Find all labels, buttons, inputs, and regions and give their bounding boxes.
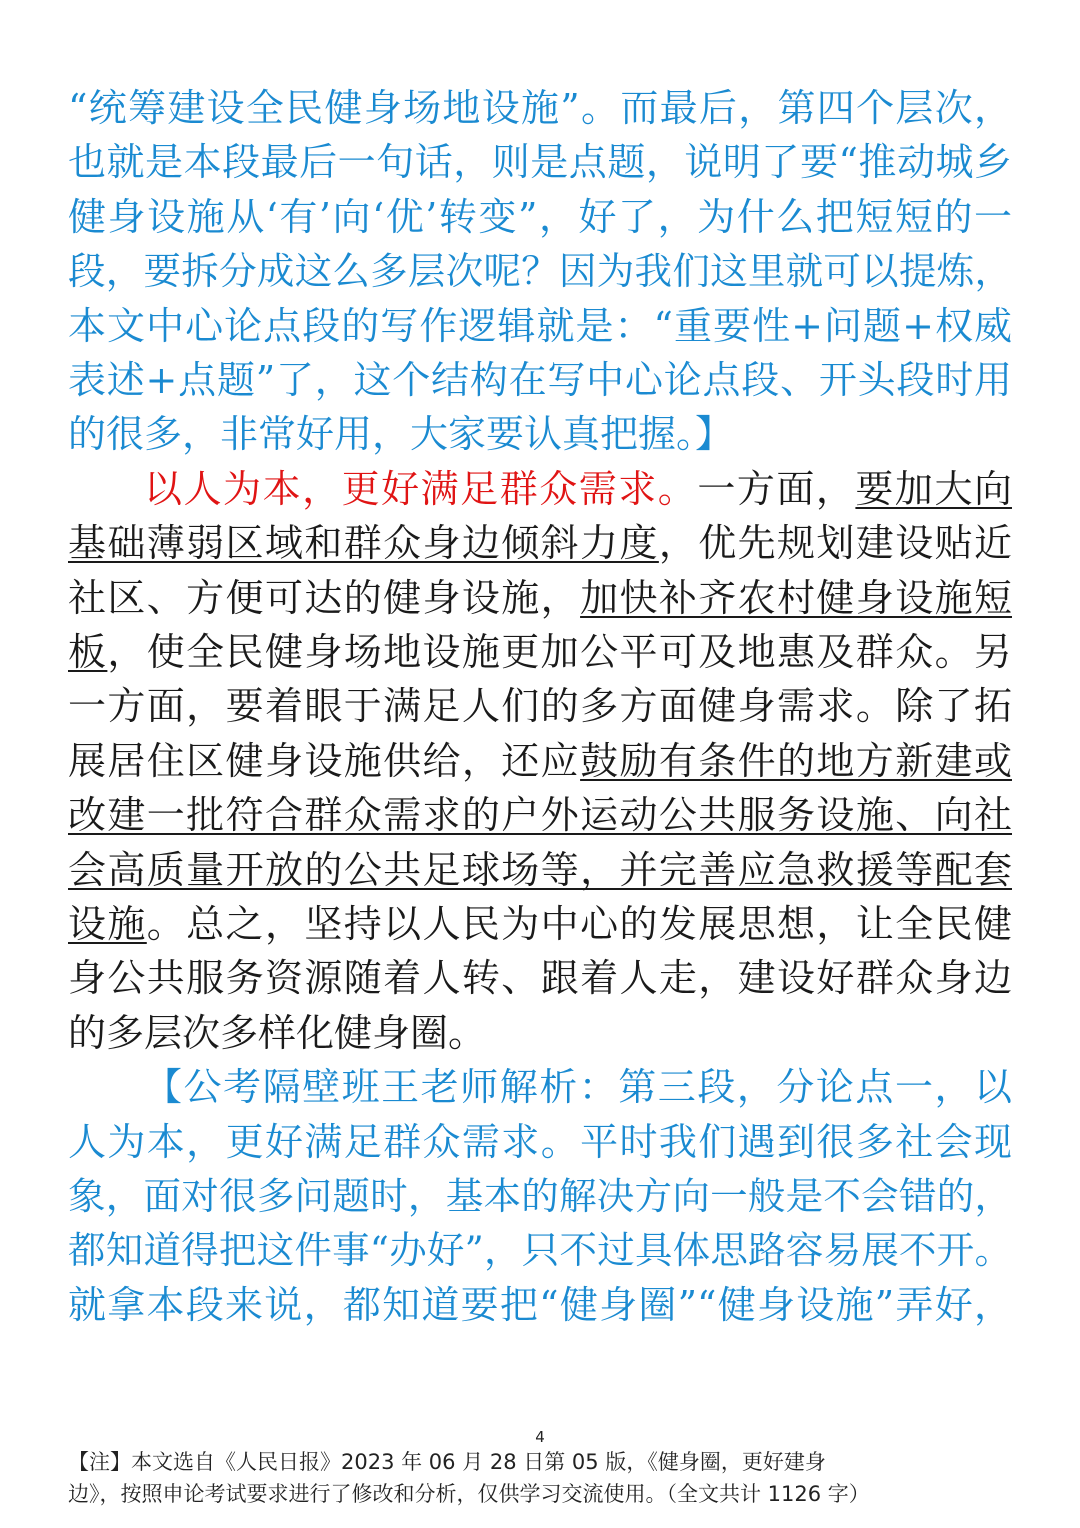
text-span: 也就是本段最后一句话，则是点题，说明了要“推动城乡 [68,140,1012,184]
text-span: 一方面，要着眼于满足人们的多方面健身需求。除了拓 [68,684,1012,728]
source-note-line-2: 边》，按照申论考试要求进行了修改和分析，仅供学习交流使用。（全文共计 1126 字） [68,1482,870,1506]
text-span: 一方面， [697,467,856,511]
text-span: ，使全民健身场地设施更加公平可及地惠及群众。另 [107,630,1012,674]
underlined-text: 设施 [68,902,147,946]
text-line [68,519,1012,567]
underlined-text: 鼓励有条件的地方新建或 [580,739,1012,783]
text-line [68,193,1012,241]
text-span: 。总之，坚持以人民为中心的发展思想，让全民健 [146,902,1012,946]
text-span: 【公考隔壁班王老师解析：第三段，分论点一，以 [144,1065,1012,1109]
text-line [68,1118,1012,1166]
text-span: 段，要拆分成这么多层次呢？因为我们这里就可以提炼， [68,249,1012,293]
text-line [68,84,1012,132]
text-line [68,138,1012,186]
text-line [68,1226,1012,1274]
text-line [68,1281,1012,1329]
text-line [68,356,1012,404]
underlined-text: 加快补齐农村健身设施短 [580,576,1012,620]
heading-text: 以人为本，更好满足群众需求。 [144,467,698,511]
text-line [68,900,1012,948]
text-line [68,682,1012,730]
text-span: 本文中心论点段的写作逻辑就是：“重要性+问题+权威 [68,304,1012,348]
text-span: 社区、方便可达的健身设施， [68,576,581,620]
text-line [68,846,1012,894]
text-line [68,247,1012,295]
underlined-text: 改建一批符合群众需求的户外运动公共服务设施、向社 [68,793,1012,837]
text-span: “统筹建设全民健身场地设施”。而最后，第四个层次， [68,86,1012,130]
source-note-line-1: 【注】本文选自《人民日报》2023 年 06 月 28 日第 05 版，《健身圈，更好建身 [68,1450,826,1474]
underlined-text: 会高质量开放的公共足球场等，并完善应急救援等配套 [68,848,1012,892]
underlined-text: 基础薄弱区域和群众身边倾斜力度 [68,521,659,565]
text-span: 表述+点题”了，这个结构在写中心论点段、开头段时用 [68,358,1012,402]
text-line [68,1063,1012,1111]
text-span: 的多层次多样化健身圈。 [68,1011,487,1055]
text-span: 象，面对很多问题时，基本的解决方向一般是不会错的， [68,1174,1012,1218]
text-line [68,465,1012,513]
text-span: 健身设施从‘有’向‘优’转变”，好了，为什么把短短的一 [68,195,1012,239]
underlined-text: 板 [68,630,108,674]
text-line [68,410,1012,458]
underlined-text: 要加大向 [855,467,1012,511]
text-line [68,791,1012,839]
text-line [68,628,1012,676]
text-line [68,1172,1012,1220]
text-line [68,574,1012,622]
text-line [68,737,1012,785]
text-span: ，优先规划建设贴近 [658,521,1012,565]
text-line [68,302,1012,350]
text-line [68,1009,1012,1057]
text-span: 身公共服务资源随着人转、跟着人走，建设好群众身边 [68,956,1012,1000]
page-number: 4 [535,1428,545,1446]
text-span: 展居住区健身设施供给，还应 [68,739,581,783]
text-span: 的很多，非常好用，大家要认真把握。】 [68,412,734,456]
text-span: 都知道得把这件事“办好”，只不过具体思路容易展不开。 [68,1228,1012,1272]
text-line [68,954,1012,1002]
text-span: 就拿本段来说，都知道要把“健身圈”“健身设施”弄好， [68,1283,1012,1327]
text-span: 人为本，更好满足群众需求。平时我们遇到很多社会现 [68,1120,1012,1164]
